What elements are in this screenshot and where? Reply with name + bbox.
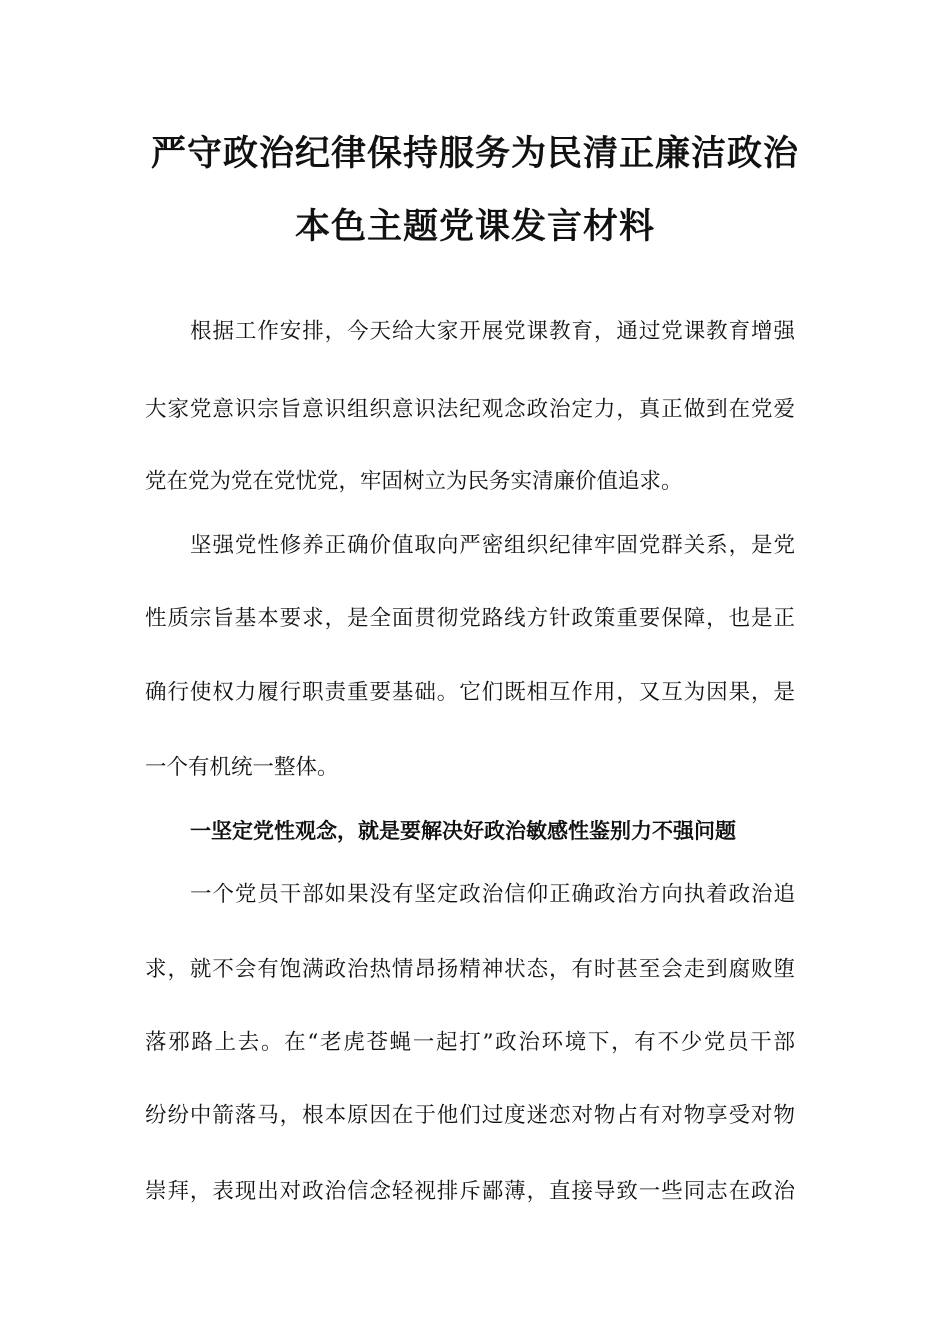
paragraph-3-line-3: 落邪路上去。在“老虎苍蝇一起打”政治环境下，有不少党员干部 xyxy=(145,1030,795,1055)
document-title-line-2: 本色主题党课发言材料 xyxy=(294,207,655,247)
paragraph-2-line-3: 确行使权力履行职责重要基础。它们既相互作用，又互为因果，是 xyxy=(145,680,795,705)
paragraph-3-line-2: 求，就不会有饱满政治热情昂扬精神状态，有时甚至会走到腐败堕 xyxy=(145,957,795,982)
paragraph-1-line-2: 大家党意识宗旨意识组织意识法纪观念政治定力，真正做到在党爱 xyxy=(145,397,795,422)
paragraph-2-line-4: 一个有机统一整体。 xyxy=(145,755,339,780)
paragraph-1-line-1: 根据工作安排，今天给大家开展党课教育，通过党课教育增强 xyxy=(190,319,795,344)
paragraph-3-line-4: 纷纷中箭落马，根本原因在于他们过度迷恋对物占有对物享受对物 xyxy=(145,1103,795,1128)
paragraph-2-line-2: 性质宗旨基本要求，是全面贯彻党路线方针政策重要保障，也是正 xyxy=(145,606,795,631)
document-title-line-1: 严守政治纪律保持服务为民清正廉洁政治 xyxy=(150,134,799,174)
paragraph-3-line-1: 一个党员干部如果没有坚定政治信仰正确政治方向执着政治追 xyxy=(190,882,795,907)
paragraph-1-line-3: 党在党为党在党忧党，牢固树立为民务实清廉价值追求。 xyxy=(145,469,683,494)
paragraph-3-line-5: 崇拜，表现出对政治信念轻视排斥鄙薄，直接导致一些同志在政治 xyxy=(145,1179,795,1204)
section-heading: 一坚定党性观念，就是要解决好政治敏感性鉴别力不强问题 xyxy=(190,819,736,843)
paragraph-2-line-1: 坚强党性修养正确价值取向严密组织纪律牢固党群关系，是党 xyxy=(190,533,795,558)
